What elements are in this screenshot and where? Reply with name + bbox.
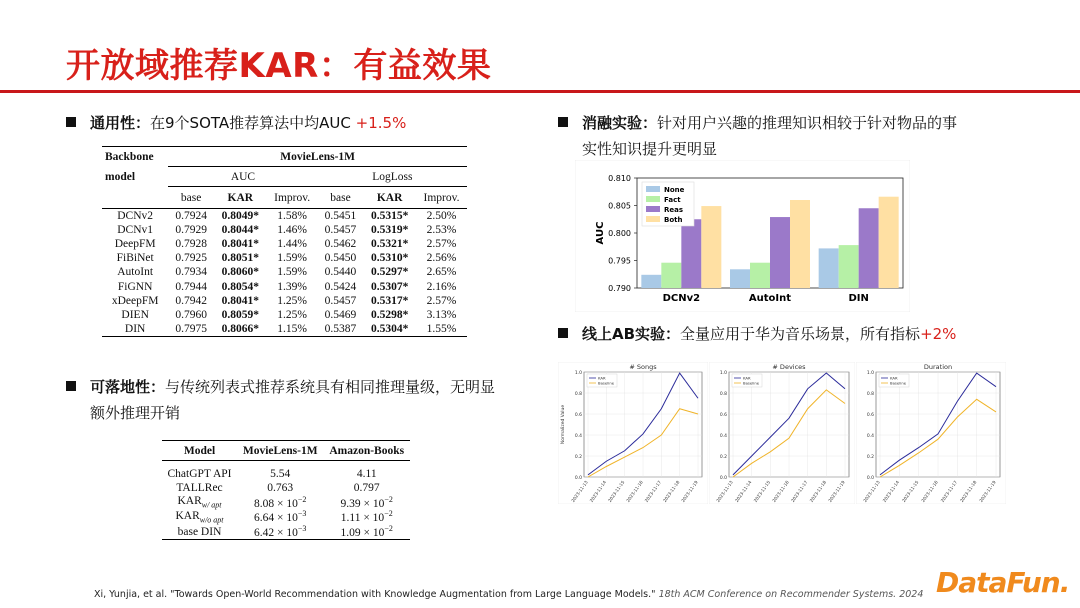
table-cell: 2.53% <box>426 223 457 236</box>
cell-subscript: w/ apt <box>201 500 222 510</box>
table-cell: 0.5319* <box>370 223 409 236</box>
table-cell: 0.5457 <box>324 294 357 307</box>
cell <box>237 509 323 524</box>
bar-reas-dcnv2 <box>681 219 701 288</box>
bar-none-din <box>819 248 839 288</box>
cell <box>323 509 410 524</box>
y-tick-label: 0.8 <box>574 392 582 397</box>
cell <box>323 524 410 539</box>
y-tick-label: 0.2 <box>719 455 727 460</box>
table-cell: 1.25% <box>277 294 307 307</box>
table-cell: 1.55% <box>416 322 467 336</box>
table-cell: 2.65% <box>426 266 457 279</box>
cell: 5.54 <box>270 467 291 480</box>
cell-text: 1.09 × 10 <box>340 526 385 539</box>
title-underline <box>0 90 1080 93</box>
y-tick-label: 0.795 <box>608 256 631 266</box>
legend-label: KAR <box>890 375 898 381</box>
x-tick-label: 2023-11-14 <box>882 480 901 504</box>
devices-line-chart <box>709 362 855 504</box>
table-cell: 0.5317* <box>370 294 409 307</box>
y-tick-label: 0.6 <box>866 413 874 418</box>
table-row <box>102 279 467 293</box>
legend-swatch <box>646 206 660 212</box>
x-tick-label: 2023-11-17 <box>790 480 810 504</box>
table-cell: 0.8044* <box>221 223 259 236</box>
bullet-head: 消融实验： <box>582 114 658 132</box>
cell <box>237 524 323 539</box>
table-cell: 0.8049* <box>214 209 267 223</box>
table-row <box>102 294 467 308</box>
row-model-name: AutoInt <box>117 266 154 279</box>
cell: 4.11 <box>356 467 377 480</box>
legend-label: Baseline <box>743 380 760 386</box>
cell-exponent: −2 <box>297 494 307 504</box>
table-cell: 2.56% <box>426 252 457 265</box>
x-tick-label: 2023-11-19 <box>828 480 847 504</box>
x-tick-label: 2023-11-15 <box>607 480 627 504</box>
row-model-name: FiBiNet <box>116 252 154 265</box>
table-cell: 0.5469 <box>324 308 357 321</box>
y-tick-label: 0.4 <box>719 434 727 439</box>
table-cell: 2.50% <box>416 209 467 223</box>
table-cell: 0.7925 <box>175 252 207 265</box>
bullet-square-icon <box>66 117 76 127</box>
table-cell: 0.8066* <box>214 322 267 336</box>
table-cell: 0.5450 <box>324 252 357 265</box>
x-tick-label: 2023-11-14 <box>589 480 608 504</box>
table-cell: 0.8041* <box>221 237 259 250</box>
bar-reas-din <box>859 208 879 288</box>
x-tick-label: 2023-11-14 <box>734 480 754 504</box>
cell: ChatGPT API <box>167 467 232 480</box>
table-cell: 0.7934 <box>175 266 207 279</box>
bullet-square-icon <box>558 117 568 127</box>
bullet-square-icon <box>558 328 568 338</box>
table-row <box>102 322 467 336</box>
y-tick-label: 0.4 <box>574 434 582 439</box>
cell <box>237 495 323 510</box>
table-cell: 1.15% <box>267 322 318 336</box>
y-tick-label: 1.0 <box>866 371 874 376</box>
bar-none-dcnv2 <box>641 275 661 288</box>
table-cell: 0.5304* <box>363 322 416 336</box>
cell-exponent: −3 <box>297 524 307 534</box>
y-tick-label: 0.0 <box>574 476 582 481</box>
cell: TALLRec <box>176 481 223 494</box>
row-model-name: DCNv1 <box>117 223 154 236</box>
y-axis-label: Normalized Value <box>561 404 566 445</box>
table-cell: 2.16% <box>426 280 457 293</box>
row-model-name: DIN <box>102 322 168 336</box>
chart-title: # Songs <box>629 363 657 371</box>
table-cell: 0.5451 <box>318 209 364 223</box>
table-row <box>162 467 410 481</box>
bullet-head: 线上AB实验： <box>582 325 681 343</box>
table-row <box>162 509 410 524</box>
table-cell: 0.7944 <box>175 280 207 293</box>
y-axis-label: AUC <box>595 221 606 245</box>
legend-label: Baseline <box>890 380 907 386</box>
y-tick-label: 0.790 <box>608 284 631 293</box>
table-cell: 0.5321* <box>370 237 409 250</box>
cell: 0.797 <box>353 481 380 494</box>
subheader: KAR <box>227 191 254 204</box>
table-cell: 1.46% <box>277 223 307 236</box>
row-model-name: FiGNN <box>117 280 153 293</box>
y-tick-label: 0.805 <box>608 201 631 211</box>
cell-text: 6.64 × 10 <box>254 512 298 525</box>
table-cell: 0.5424 <box>324 280 357 293</box>
x-tick-label: DIN <box>848 293 869 304</box>
citation <box>94 589 923 600</box>
cell-exponent: −3 <box>297 509 307 519</box>
y-tick-label: 0.8 <box>866 392 874 397</box>
x-tick-label: 2023-11-16 <box>626 480 645 504</box>
table-cell: 0.7929 <box>175 223 207 236</box>
x-tick-label: 2023-11-16 <box>772 480 791 504</box>
songs-line-chart <box>558 362 708 504</box>
table-cell: 0.8059* <box>221 308 259 321</box>
bullet-practicality <box>66 374 495 426</box>
row-model-name: DCNv2 <box>102 209 168 223</box>
y-tick-label: 0.8 <box>719 392 727 397</box>
chart-title: Duration <box>923 363 953 371</box>
cell-text: 9.39 × 10 <box>340 497 385 510</box>
cell-text: KAR <box>177 494 202 507</box>
duration-line-chart <box>856 362 1006 504</box>
x-tick-label: 2023-11-17 <box>940 480 959 504</box>
ablation-bar-chart <box>575 160 910 312</box>
table-header-dataset: MovieLens-1M <box>168 147 467 167</box>
legend-label: Both <box>664 216 683 224</box>
table-cell: 0.7928 <box>175 237 207 250</box>
table-cell: 0.7924 <box>168 209 214 223</box>
bullet-text: 与传统列表式推荐系统具有相同推理量级，无明显 <box>165 378 496 396</box>
bar-both-dcnv2 <box>701 206 721 288</box>
table-cell: 0.5315* <box>363 209 416 223</box>
bullet-ab-test <box>558 321 956 347</box>
table-cell: 0.7975 <box>168 322 214 336</box>
bullet-text: 在9个SOTA推荐算法中均AUC <box>150 114 356 132</box>
legend-label: Baseline <box>598 380 615 386</box>
subheader: Improv. <box>423 191 460 204</box>
table-cell: 2.57% <box>426 237 457 250</box>
x-tick-label: 2023-11-18 <box>662 480 682 504</box>
bar-reas-autoint <box>770 217 790 288</box>
bullet-head: 可落地性： <box>90 378 166 396</box>
bar-both-autoint <box>790 200 810 288</box>
bullet-highlight: +1.5% <box>355 114 407 132</box>
x-tick-label: 2023-11-17 <box>644 480 663 504</box>
table-cell: 0.5457 <box>324 223 357 236</box>
x-tick-label: AutoInt <box>748 293 792 304</box>
table-cell: 0.5298* <box>370 308 409 321</box>
datafun-logo: DataFun. <box>936 566 1070 599</box>
table-header-backbone: Backbone <box>102 147 168 167</box>
y-tick-label: 1.0 <box>719 371 727 376</box>
y-tick-label: 0.6 <box>719 413 727 418</box>
citation-text: Xi, Yunjia, et al. "Towards Open-World Recommendation with Knowledge Augmentation from Large Language Models." <box>94 589 656 600</box>
table-cell: 2.57% <box>426 294 457 307</box>
table-cell: 0.8041* <box>221 294 259 307</box>
table-row <box>102 265 467 279</box>
bullet-text: 实性知识提升更明显 <box>582 140 718 158</box>
results-table <box>102 146 467 337</box>
x-tick-label: 2023-11-16 <box>921 480 940 504</box>
table-cell: 1.25% <box>277 308 307 321</box>
table-cell: 0.5440 <box>324 266 357 279</box>
x-tick-label: 2023-11-13 <box>716 480 735 504</box>
bullet-text: 额外推理开销 <box>90 404 181 422</box>
table-cell: 1.58% <box>267 209 318 223</box>
table-header: Amazon-Books <box>329 444 405 457</box>
table-cell: 1.59% <box>277 266 307 279</box>
table-cell: 0.5307* <box>370 280 409 293</box>
cell-exponent: −2 <box>384 494 393 504</box>
x-tick-label: 2023-11-15 <box>901 480 921 504</box>
bullet-generality <box>66 110 406 136</box>
y-tick-label: 0.0 <box>866 476 874 481</box>
legend-swatch <box>646 216 660 222</box>
table-cell: 1.59% <box>277 252 307 265</box>
cell-exponent: −2 <box>384 509 393 519</box>
bar-none-autoint <box>730 269 750 288</box>
cell-subscript: w/o apt <box>199 514 224 524</box>
legend-label: KAR <box>598 375 606 381</box>
table-cell: 1.39% <box>277 280 307 293</box>
bar-fact-dcnv2 <box>661 263 681 288</box>
legend-label: Reas <box>664 206 684 214</box>
table-header-auc: AUC <box>168 167 317 187</box>
table-cell: 1.44% <box>277 237 307 250</box>
x-tick-label: 2023-11-19 <box>681 480 700 504</box>
y-tick-label: 0.6 <box>574 413 582 418</box>
table-cell: 0.5310* <box>370 252 409 265</box>
slide-title: 开放域推荐KAR：有益效果 <box>66 46 492 86</box>
cell-text: 1.11 × 10 <box>340 512 385 525</box>
y-tick-label: 0.2 <box>574 455 582 460</box>
bullet-head: 通用性： <box>90 114 151 132</box>
bar-both-din <box>879 197 899 288</box>
table-cell: 0.8054* <box>221 280 259 293</box>
table-row <box>162 481 410 495</box>
table-cell: 0.5462 <box>324 237 357 250</box>
x-tick-label: 2023-11-19 <box>979 480 998 504</box>
table-cell: 0.8060* <box>221 266 259 279</box>
table-row <box>102 251 467 265</box>
cell-text: 8.08 × 10 <box>254 497 298 510</box>
bar-fact-autoint <box>750 263 770 288</box>
y-tick-label: 0.810 <box>608 174 631 183</box>
table-cell: 0.5297* <box>370 266 409 279</box>
bar-fact-din <box>839 245 859 288</box>
bullet-text: 全量应用于华为音乐场景，所有指标 <box>680 325 921 343</box>
table-header-logloss: LogLoss <box>318 167 467 187</box>
legend-label: None <box>664 186 685 194</box>
y-tick-label: 0.800 <box>608 229 631 238</box>
citation-venue: 18th ACM Conference on Recommender Systems. 2024 <box>658 589 924 600</box>
table-header: Model <box>183 444 216 457</box>
table-row <box>162 524 410 539</box>
table-row <box>102 308 467 322</box>
bullet-ablation <box>558 110 957 162</box>
legend-swatch <box>646 196 660 202</box>
subheader: Improv. <box>274 191 311 204</box>
x-tick-label: 2023-11-15 <box>753 480 772 504</box>
bullet-highlight: +2% <box>920 325 957 343</box>
legend-label: KAR <box>743 375 751 381</box>
cell-text: 6.42 × 10 <box>254 526 298 539</box>
table-subheader-row <box>102 187 467 209</box>
table-cell: 0.7942 <box>175 294 207 307</box>
subheader: KAR <box>376 191 403 204</box>
y-tick-label: 0.4 <box>866 434 874 439</box>
table-row <box>102 209 467 223</box>
cell-exponent: −2 <box>384 524 393 534</box>
table-cell: 0.5387 <box>318 322 364 336</box>
cell-text: KAR <box>175 509 200 522</box>
cell <box>162 495 237 510</box>
x-tick-label: 2023-11-18 <box>809 480 828 504</box>
y-tick-label: 0.2 <box>866 455 874 460</box>
x-tick-label: DCNv2 <box>662 293 701 304</box>
table-cell: 0.8051* <box>221 252 259 265</box>
bullet-square-icon <box>66 381 76 391</box>
cell <box>162 509 237 524</box>
y-tick-label: 1.0 <box>574 371 582 376</box>
table-header-model: model <box>105 170 136 183</box>
row-model-name: DIEN <box>121 308 149 321</box>
x-tick-label: 2023-11-13 <box>571 480 590 504</box>
subheader: base <box>180 191 202 204</box>
legend-swatch <box>646 186 660 192</box>
inference-cost-table <box>162 440 410 540</box>
table-header: MovieLens-1M <box>242 444 318 457</box>
row-model-name: DeepFM <box>114 237 156 250</box>
bullet-text: 针对用户兴趣的推理知识相较于针对物品的事 <box>657 114 958 132</box>
table-cell: 3.13% <box>426 308 457 321</box>
x-tick-label: 2023-11-18 <box>959 480 979 504</box>
subheader: base <box>330 191 351 204</box>
cell <box>323 495 410 510</box>
cell: 0.763 <box>267 481 294 494</box>
table-row <box>102 223 467 237</box>
table-row <box>162 495 410 510</box>
y-tick-label: 0.0 <box>719 476 727 481</box>
legend-label: Fact <box>664 196 681 204</box>
chart-title: # Devices <box>772 363 806 371</box>
row-model-name: xDeepFM <box>111 294 159 307</box>
table-cell: 0.7960 <box>175 308 207 321</box>
x-tick-label: 2023-11-13 <box>863 480 882 504</box>
cell: base DIN <box>177 525 222 538</box>
table-row <box>102 237 467 251</box>
chart-frame <box>558 362 708 504</box>
